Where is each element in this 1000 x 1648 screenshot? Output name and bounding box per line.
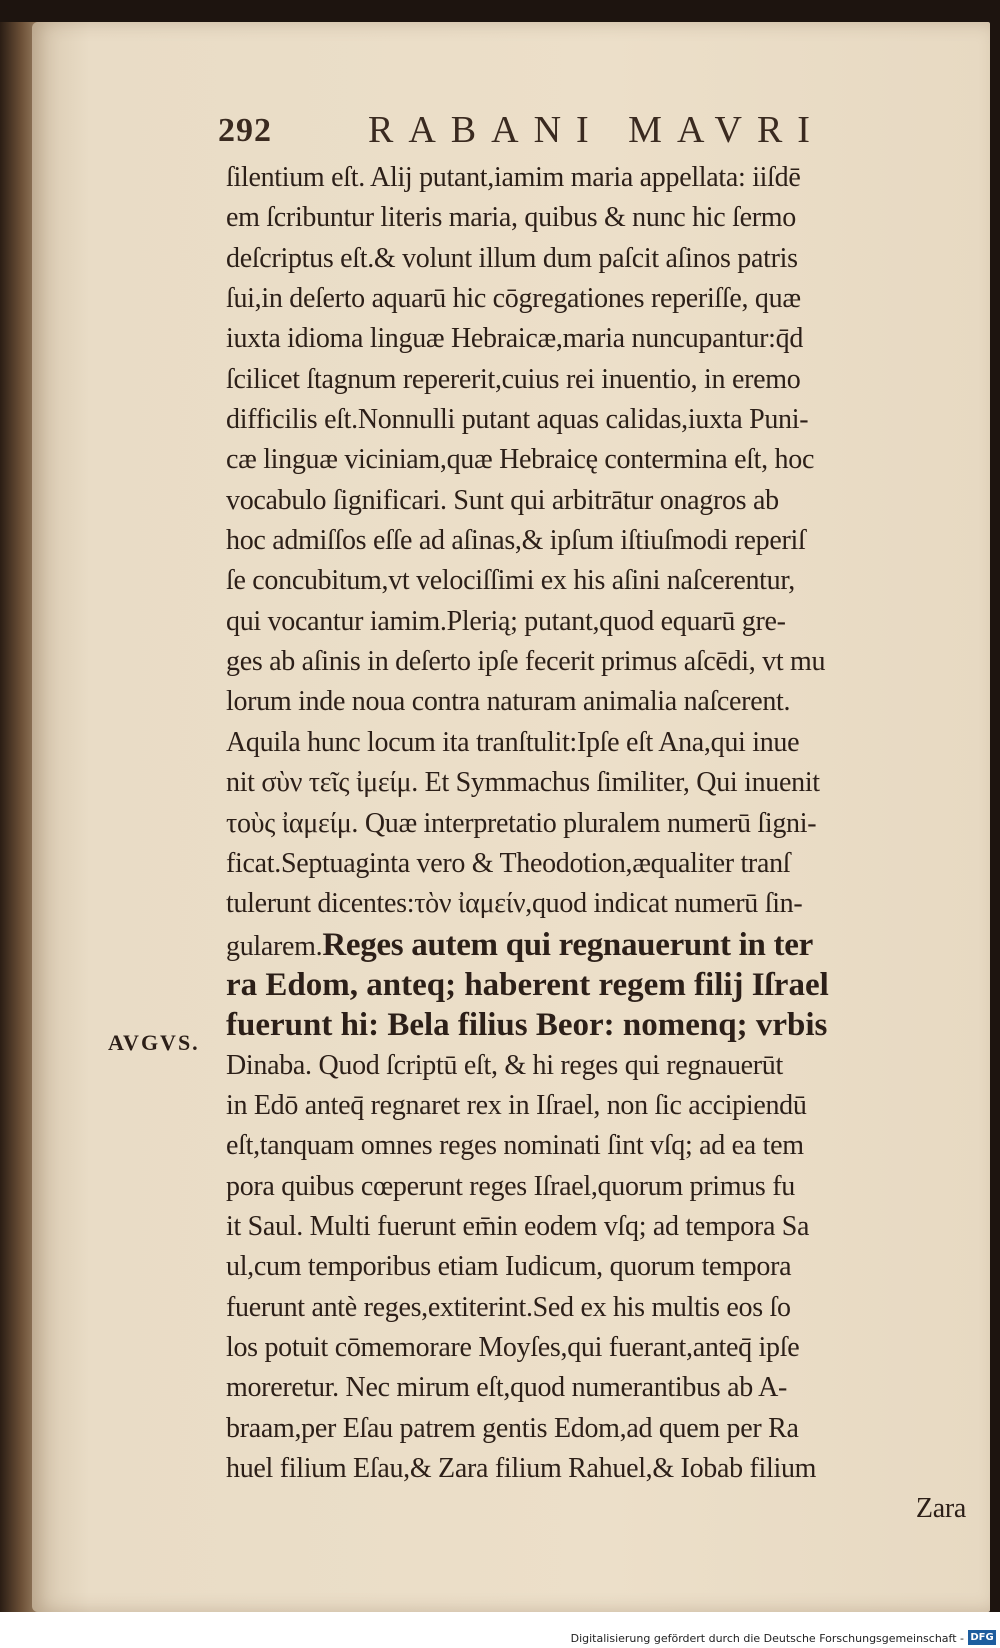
text-line-mixed <box>226 925 966 965</box>
text-line: fuerunt antè reges,extiterint.Sed ex his multis eos ſo <box>226 1291 791 1323</box>
page-number: 292 <box>218 112 272 149</box>
gothic-scripture-heading: Reges autem qui regnauerunt in ter <box>322 926 813 963</box>
text-line: pora quibus cœperunt reges Iſrael,quorum primus fu <box>226 1170 795 1202</box>
text-line: τοὺς ἰαμείμ. Quæ interpretatio pluralem numerū ſigni- <box>226 807 817 839</box>
footer-credit: Digitalisierung gefördert durch die Deutsche Forschungsgemeinschaft - <box>570 1632 964 1645</box>
text-block <box>226 158 966 1530</box>
text-line: vocabulo ſignificari. Sunt qui arbitrātur onagros ab <box>226 484 779 516</box>
text-line: Dinaba. Quod ſcriptū eſt, & hi reges qui regnauerūt <box>226 1049 783 1081</box>
text-line: ficat.Septuaginta vero & Theodotion,æqualiter tranſ <box>226 847 791 879</box>
text-line: eſt,tanquam omnes reges nominati ſint vſq; ad ea tem <box>226 1130 804 1162</box>
dfg-logo: DFG <box>968 1630 996 1645</box>
text-line: qui vocantur iamim.Plerią; putant,quod equarū gre- <box>226 605 786 637</box>
text-line: lorum inde noua contra naturam animalia naſcerent. <box>226 686 791 718</box>
gothic-text-line: ra Edom, anteq; haberent regem filij Iſrael <box>226 966 829 1003</box>
gothic-text-line: fuerunt hi: Bela filius Beor: nomenq; vrbis <box>226 1007 828 1044</box>
text-line: huel filium Eſau,& Zara filium Rahuel,& Iobab filium <box>226 1453 817 1484</box>
text-line: tulerunt dicentes:τὸν ἰαμείν,quod indicat numerū ſin- <box>226 888 803 920</box>
text-fragment: gularem. <box>226 930 323 962</box>
text-line: braam,per Eſau patrem gentis Edom,ad quem per Ra <box>226 1412 799 1444</box>
text-line: nit σὺν τεῖς ἰμείμ. Et Symmachus ſimiliter, Qui inuenit <box>226 767 820 799</box>
text-line: moreretur. Nec mirum eſt,quod numerantibus ab A- <box>226 1372 788 1404</box>
text-line: it Saul. Multi fuerunt em̄in eodem vſq; ad tempora Sa <box>226 1210 810 1242</box>
text-line: ſilentium eſt. Alij putant,iamim maria appellata: iiſdē <box>226 162 801 193</box>
text-line: cæ linguæ viciniam,quæ Hebraicę contermina eſt, hoc <box>226 444 815 476</box>
text-line: iuxta idioma linguæ Hebraicæ,maria nuncupantur:q̄d <box>226 323 804 355</box>
text-line: ul,cum temporibus etiam Iudicum, quorum tempora <box>226 1251 792 1283</box>
running-title: RABANI MAVRI <box>368 109 825 151</box>
catchword: Zara <box>915 1493 966 1525</box>
text-line: ges ab aſinis in deſerto ipſe fecerit primus aſcēdi, vt mu <box>226 646 826 678</box>
margin-note: AVGVS. <box>108 1030 200 1055</box>
text-line: difficilis eſt.Nonnulli putant aquas calidas,iuxta Puni- <box>226 404 809 436</box>
text-line: ſui,in deſerto aquarū hic cōgregationes reperiſſe, quæ <box>226 283 801 315</box>
text-line: Aquila hunc locum ita tranſtulit:Ipſe eſt Ana,qui inue <box>226 726 800 758</box>
text-line: hoc admiſſos eſſe ad aſinas,& ipſum iſtiuſmodi reperiſ <box>226 525 806 557</box>
text-line: ſcilicet ſtagnum repererit,cuius rei inuentio, in eremo <box>226 363 801 395</box>
text-line: em ſcribuntur literis maria, quibus & nunc hic ſermo <box>226 202 796 234</box>
text-line: ſe concubitum,vt velociſſimi ex his aſini naſcerentur, <box>226 565 795 597</box>
text-line: in Edō anteq̄ regnaret rex in Iſrael, non ſic accipiendū <box>226 1089 807 1121</box>
text-line: los potuit cōmemorare Moyſes,qui fuerant,anteq̄ ipſe <box>226 1331 800 1363</box>
text-line: deſcriptus eſt.& volunt illum dum paſcit aſinos patris <box>226 242 798 274</box>
